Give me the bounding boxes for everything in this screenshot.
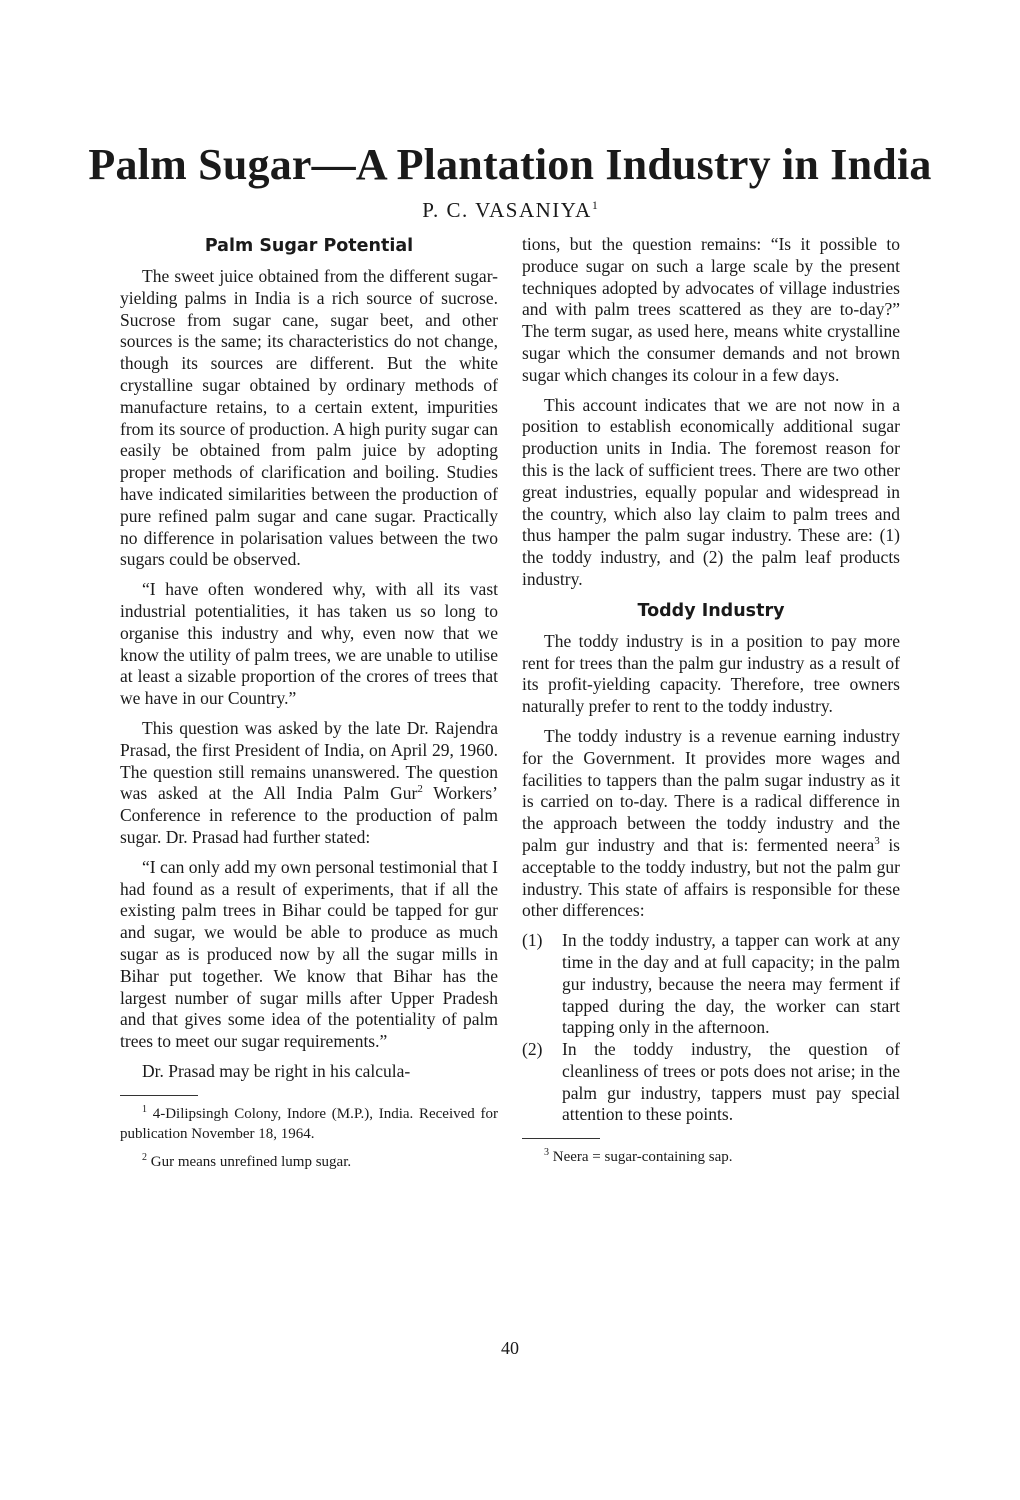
footnote-divider bbox=[120, 1095, 198, 1096]
right-column bbox=[522, 234, 900, 1175]
paragraph bbox=[120, 718, 498, 849]
list-item-text: In the toddy industry, a tapper can work at any time in the day and at full capacity; in the palm gur industry, because the neera may ferment if tapped during the day, the worker can start tapping only in the afternoon. bbox=[562, 930, 900, 1038]
footnote-number: 2 bbox=[142, 1151, 147, 1163]
list-item-number: (2) bbox=[522, 1039, 543, 1060]
footnote-marker: 2 bbox=[417, 783, 423, 796]
footnote-number: 3 bbox=[544, 1147, 549, 1159]
left-column bbox=[120, 234, 498, 1180]
footnote-2 bbox=[120, 1152, 498, 1172]
footnote-number: 1 bbox=[142, 1103, 147, 1115]
text-run: The toddy industry is a revenue earning industry for the Government. It provides more wages and facilities to tappers than the palm sugar industry as it is carried on to-day. There is a radical difference in the approach between the toddy industry and the palm gur industry and that is: fermented neera bbox=[522, 725, 900, 855]
paragraph bbox=[522, 726, 900, 922]
page-number: 40 bbox=[501, 1338, 519, 1358]
article-title: Palm Sugar—A Plantation Industry in India bbox=[88, 140, 932, 189]
footnote-1 bbox=[120, 1104, 498, 1144]
paragraph: The sweet juice obtained from the different sugar-yielding palms in India is a rich source of sucrose. Sucrose from sugar cane, sugar beet, and other sources is the same; its characteristics do not change, though its sources are different. But the white crystalline sugar obtained by ordinary methods of manufacture retains, to a certain extent, impurities from its source of production. A high purity sugar can easily be obtained from palm juice by adopting proper methods of clarification and boiling. Studies have indicated similarities between the production of pure refined palm sugar and cane sugar. Practically no difference in polarisation values between the two sugars could be observed. bbox=[120, 266, 498, 570]
paragraph: The toddy industry is in a position to pay more rent for trees than the palm gur industry as a result of its profit-yielding capacity. Therefore, tree owners naturally prefer to rent to the toddy industry. bbox=[522, 630, 900, 717]
footnote-divider bbox=[522, 1138, 600, 1139]
text-run: is acceptable to the toddy industry, but not the palm gur industry. This state of affairs is responsible for these other differences: bbox=[522, 834, 900, 921]
footnote-text: Neera = sugar-containing sap. bbox=[549, 1149, 733, 1166]
author-name: P. C. VASANIYA bbox=[422, 198, 592, 222]
list-item bbox=[522, 1039, 900, 1126]
quote-paragraph: “I can only add my own personal testimonial that I had found as a result of experiments, that if all the existing palm trees in Bihar could be tapped for gur and sugar, we would be able to produce as much sugar as is produced now by all the sugar mills in Bihar put together. We know that Bihar has the largest number of sugar mills after Upper Pradesh and that gives some idea of the potentiality of palm trees to meet our sugar requirements.” bbox=[120, 856, 498, 1052]
text-run: Workers’ Conference in reference to the production of palm sugar. Dr. Prasad had further stated: bbox=[120, 783, 498, 847]
section-heading-toddy-industry: Toddy Industry bbox=[637, 600, 785, 621]
author-line bbox=[0, 198, 1020, 223]
footnote-3 bbox=[522, 1147, 900, 1167]
text-run: This question was asked by the late Dr. Rajendra Prasad, the first President of India, on April 29, 1960. The question still remains unanswered. The question was asked at the All India Palm Gur bbox=[120, 717, 498, 804]
footnote-marker: 3 bbox=[874, 835, 880, 848]
paragraph: This account indicates that we are not now in a position to establish economically additional sugar production units in India. The foremost reason for this is the lack of sufficient trees. There are two other great industries, equally popular and widespread in the country, which also lay claim to palm trees and thus hamper the palm sugar industry. These are: (1) the toddy industry, and (2) the palm leaf products industry. bbox=[522, 394, 900, 589]
paragraph: tions, but the question remains: “Is it possible to produce sugar on such a large scale by the present techniques adopted by advocates of village industries and with palm trees scattered as they are to-day?” The term sugar, as used here, means white crystalline sugar which the consumer demands and not brown sugar which changes its colour in a few days. bbox=[522, 234, 900, 385]
paragraph: Dr. Prasad may be right in his calcula- bbox=[142, 1060, 411, 1081]
list-item-text: In the toddy industry, the question of cleanliness of trees or pots does not arise; in the palm gur industry, tappers must pay special attention to these points. bbox=[562, 1039, 900, 1125]
footnote-text: Gur means unrefined lump sugar. bbox=[147, 1153, 352, 1170]
quote-paragraph: “I have often wondered why, with all its vast industrial potentialities, it has taken us so long to organise this industry and why, even now that we know the utility of palm trees, we are unable to utilise at least a sizable proportion of the crores of trees that we have in our Country.” bbox=[120, 579, 498, 709]
list-item-number: (1) bbox=[522, 930, 543, 951]
author-footnote-marker: 1 bbox=[591, 198, 598, 212]
footnote-text: 4-Dilipsingh Colony, Indore (M.P.), India. Received for publication November 18, 1964. bbox=[120, 1105, 498, 1142]
list-item bbox=[522, 930, 900, 1039]
section-heading-palm-sugar-potential: Palm Sugar Potential bbox=[204, 236, 414, 256]
